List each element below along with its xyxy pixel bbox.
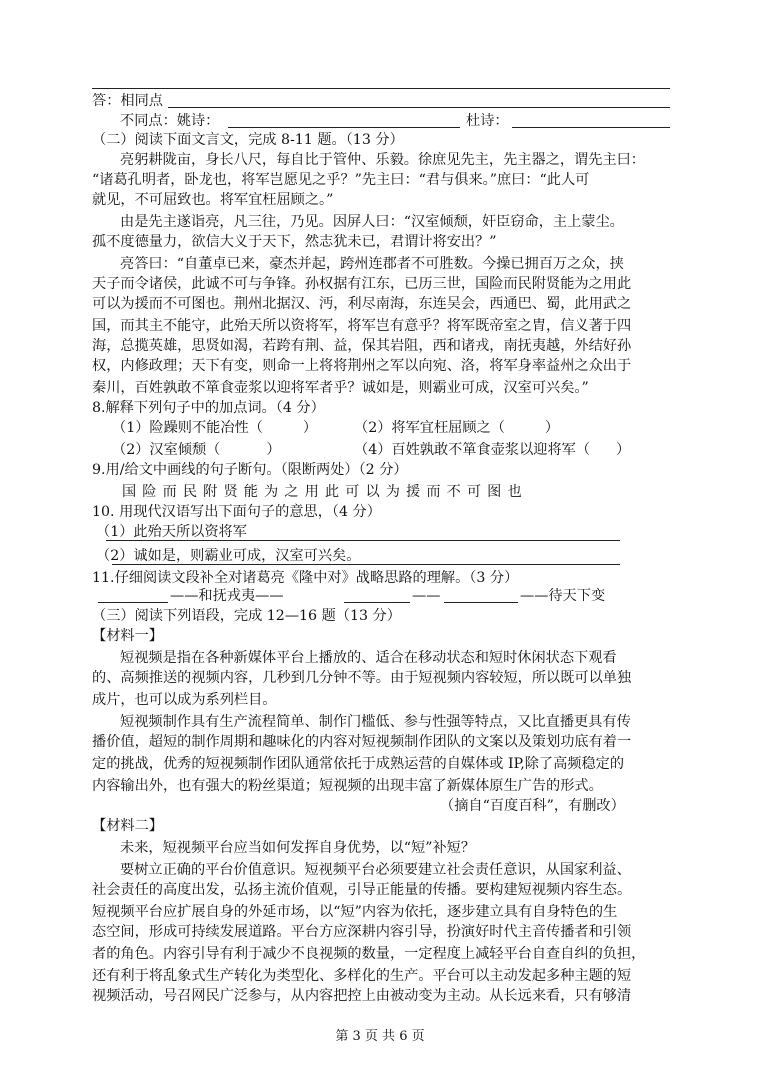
answer-line-same[interactable] (168, 107, 670, 108)
m2-line-8: 视频活动，号召网民广泛参与，从内容把控上由被动变为主动。从长远来看，只有够清 (92, 988, 632, 1004)
m1-source: （摘自“百度百科”，有删改） (440, 798, 625, 814)
q8-prompt: 8.解释下列句子中的加点词。（4 分） (92, 400, 325, 416)
q10-answer-line-1[interactable] (106, 540, 620, 541)
q8-item-3-close: ） (266, 442, 281, 458)
q8-item-1-close: ） (302, 420, 318, 436)
q8-item-4-text: （4）百姓孰敢不箪食壶浆以迎将军（ (354, 442, 591, 458)
q8-item-3-text: （2）汉室倾颓（ (112, 442, 221, 458)
answer-label: 答：相同点 (92, 93, 163, 109)
section-2-heading: （二）阅读下面文言文，完成 8-11 题。（13 分） (92, 132, 404, 148)
q10-prompt: 10. 用现代汉语写出下面句子的意思，（4 分） (92, 504, 381, 520)
wen-line-7: 天子而令诸侯，此诚不可与争锋。孙权据有江东，已历三世，国险而民附贤能为之用此 (92, 276, 632, 292)
q8-item-2-close: ） (544, 420, 560, 436)
wen-line-3: 就见，不可屈致也。将军宜枉屈顾之。” (92, 192, 334, 208)
material-1-title: 【材料一】 (92, 628, 163, 644)
m1-line-2: 的、高频推送的视频内容，几秒到几分钟不等。由于短视频内容较短，所以既可以单独 (92, 670, 632, 686)
q8-item-3[interactable] (112, 440, 281, 460)
answer-row-diff (120, 111, 219, 131)
q8-item-4-close: ） (616, 442, 631, 458)
q11-part-1: ——和抚戎夷—— (170, 588, 284, 604)
wen-line-8: 可以为援而不可图也。荆州北据汉、沔，利尽南海，东连吴会，西通巴、蜀，此用武之 (92, 296, 632, 312)
m2-line-1: 未来，短视频平台应当如何发挥自身优势，以“短”补短？ (120, 840, 476, 856)
q9-sentence[interactable]: 国险而民附贤能为之用此可以为援而不可图也 (122, 484, 528, 500)
m1-line-6: 定的挑战，优秀的短视频制作团队通常依托于成熟运营的自媒体或 IP,除了高频稳定的 (92, 756, 625, 772)
q10-s2: （2）诚如是，则霸业可成，汉室可兴矣。 (96, 548, 361, 564)
q11-prompt: 11.仔细阅读文段补全对诸葛亮《隆中对》战略思路的理解。（3 分） (92, 570, 519, 586)
m2-line-3: 社会责任的高度出发，弘扬主流价值观，引导正能量的传播。要构建短视频内容生态。 (92, 882, 632, 898)
q11-blank-2[interactable] (344, 602, 410, 603)
q11-part-3: ——待天下变 (520, 588, 606, 604)
q8-item-1[interactable] (112, 418, 317, 438)
q10-s1: （1）此殆天所以资将军 (96, 524, 247, 540)
wen-line-12: 秦川，百姓孰敢不箪食壶浆以迎将军者乎？诚如是，则霸业可成，汉室可兴矣。” (92, 380, 589, 396)
q8-item-4[interactable] (354, 440, 630, 460)
answer-line-top (92, 88, 670, 89)
wen-line-2: “诸葛孔明者，卧龙也，将军岂愿见之乎？”先主曰：“君与俱来。”庶曰：“此人可 (92, 172, 590, 188)
q11-part-2: —— (412, 588, 441, 604)
m1-line-1: 短视频是指在各种新媒体平台上播放的、适合在移动状态和短时休闲状态下观看 (120, 650, 617, 666)
material-2-title: 【材料二】 (92, 818, 163, 834)
wen-line-4: 由是先主遂诣亮，凡三往，乃见。因屏人曰：“汉室倾颓，奸臣窃命，主上蒙尘。 (120, 214, 624, 230)
wen-line-9: 国，而其主不能守，此殆天所以资将军，将军岂有意乎？将军既帝室之胄，信义著于四 (92, 318, 632, 334)
m2-line-4: 短视频平台应扩展自身的外延市场，以“短”内容为依托，逐步建立具有自身特色的生 (92, 904, 618, 920)
q8-item-2-text: （2）将军宜枉屈顾之（ (354, 420, 505, 436)
diff-label: 不同点：姚诗： (120, 113, 220, 129)
answer-row-same (92, 91, 163, 111)
m2-line-7: 还有利于将乱象式生产转化为类型化、多样化的生产。平台可以主动发起多种主题的短 (92, 968, 632, 984)
wen-line-1: 亮躬耕陇亩，身长八尺，每自比于管仲、乐毅。徐庶见先主，先主器之，谓先主曰： (120, 152, 645, 168)
section-3-heading: （三）阅读下列语段，完成 12—16 题（13 分） (92, 608, 401, 624)
m1-line-3: 成片，也可以成为系列栏目。 (92, 692, 277, 708)
answer-line-du[interactable] (512, 127, 670, 128)
m1-line-5: 播价值，超短的制作周期和趣味化的内容对短视频制作团队的文案以及策划功底有着一 (92, 734, 632, 750)
m2-line-5: 态空间，形成可持续发展道路。平台方应深耕内容引导，扮演好时代主音传播者和引领 (92, 924, 632, 940)
wen-line-5: 孤不度德量力，欲信大义于天下，然志犹未已，君谓计将安出？” (92, 234, 497, 250)
q11-blank-1[interactable] (98, 602, 168, 603)
m1-line-4: 短视频制作具有生产流程简单、制作门槛低、参与性强等特点，又比直播更具有传 (120, 714, 631, 730)
page-footer: 第 3 页 共 6 页 (335, 1029, 425, 1044)
q11-blank-3[interactable] (444, 602, 518, 603)
q8-item-2[interactable] (354, 418, 559, 438)
wen-line-6: 亮答曰：“自董卓已来，豪杰并起，跨州连郡者不可胜数。今操已拥百万之众，挟 (120, 256, 624, 272)
q10-answer-line-2[interactable] (112, 564, 620, 565)
m1-line-7: 内容输出外，也有强大的粉丝渠道；短视频的出现丰富了新媒体原生广告的形式。 (92, 778, 603, 794)
q8-item-1-text: （1）险躁则不能冶性（ (112, 420, 263, 436)
answer-line-yao[interactable] (228, 127, 460, 128)
m2-line-2: 要树立正确的平台价值意识。短视频平台必须要建立社会责任意识，从国家利益、 (120, 862, 631, 878)
m2-line-6: 者的角色。内容引导有利于减少不良视频的数量，一定程度上减轻平台自查自纠的负担， (92, 946, 646, 962)
du-label: 杜诗： (466, 113, 509, 129)
wen-line-11: 权，内修政理；天下有变，则命一上将将荆州之军以向宛、洛，将军身率益州之众出于 (92, 358, 632, 374)
q9-prompt: 9.用/给文中画线的句子断句。（限断两处）（2 分） (92, 462, 408, 478)
wen-line-10: 海，总揽英雄，思贤如渴，若跨有荆、益，保其岩阻，西和诸戎，南抚夷越，外结好孙 (92, 338, 632, 354)
